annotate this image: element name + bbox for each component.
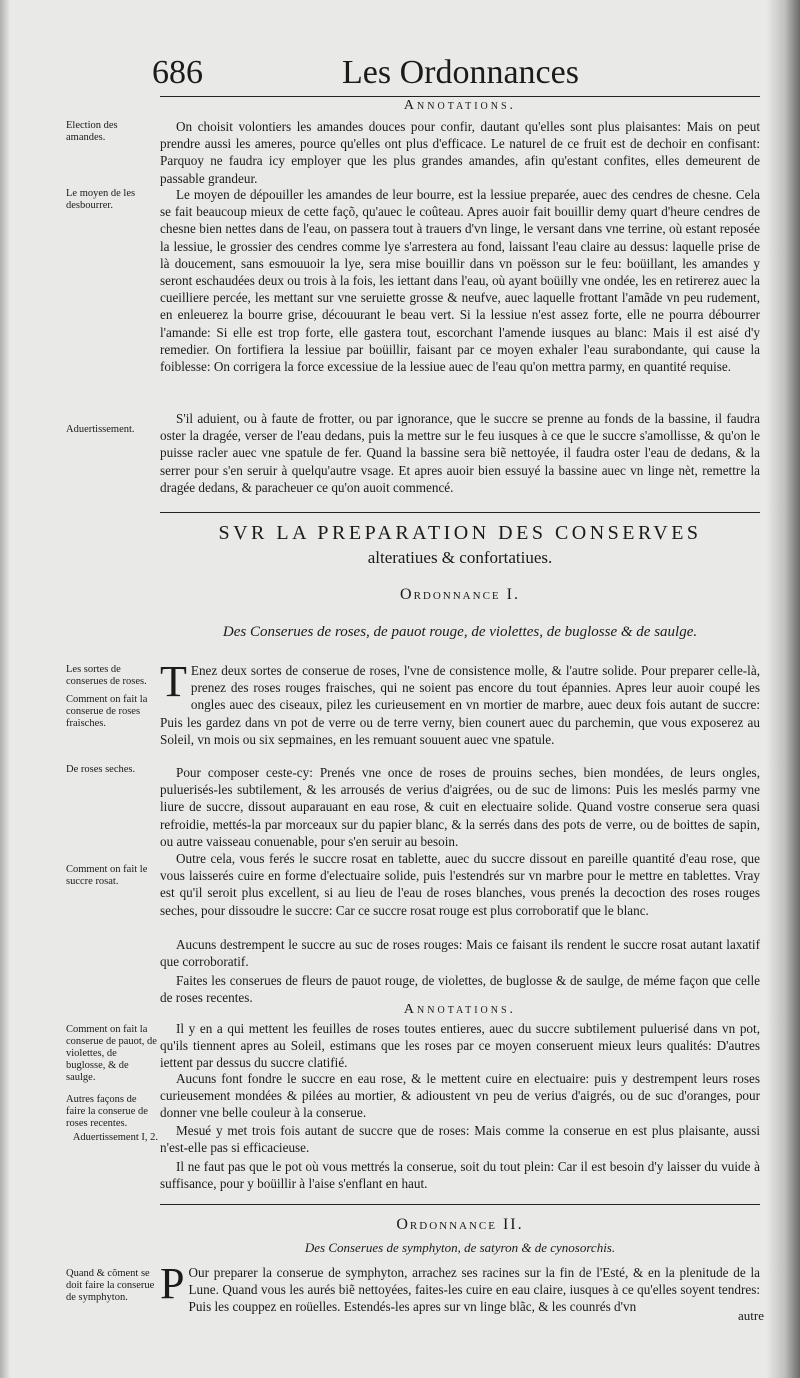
- margin-note: Aduertissement.: [66, 424, 135, 435]
- ordonnance-title: Des Conserues de symphyton, de satyron & de cynosorchis.: [304, 1240, 616, 1255]
- margin-note: Comment on fait la conserue de roses fraisches.: [66, 694, 148, 729]
- ordonnance-heading: Ordonnance II.: [396, 1216, 524, 1233]
- section-subtitle: alteratiues & confortatiues.: [367, 548, 553, 567]
- margin-note: Aduertissement I, 2.: [72, 1132, 158, 1143]
- paragraph: Mesué y met trois fois autant de succre que de roses: Mais comme la conserue en est plus plaisante, aussi n'est-elle pas si efficacieuse.: [160, 1123, 760, 1156]
- annotations-heading: Annotations.: [403, 98, 517, 113]
- paragraph: Aucuns destrempent le succre au suc de roses rouges: Mais ce faisant ils rendent le succre rosat autant laxatif que corroboratif.: [160, 937, 760, 970]
- paragraph: Faites les conserues de fleurs de pauot rouge, de violettes, de buglosse & de saulge, de méme façon que celle de roses recentes.: [160, 973, 760, 1006]
- margin-note: Autres façons de faire la conserue de roses recentes.: [66, 1094, 148, 1129]
- page-left-edge-shadow: [0, 0, 10, 1378]
- header-rule: [160, 96, 760, 97]
- margin-note: Comment on fait la conserue de pauot, de violettes, de buglosse, & de saulge.: [66, 1024, 157, 1083]
- margin-note: Comment on fait le succre rosat.: [66, 864, 148, 887]
- paragraph: Pour composer ceste-cy: Prenés vne once de roses de prouins seches, bien mondées, de leurs ongles, puluerisés-les subtilement, & les arrousés de verius d'aigrées, ou de suc de limons: Puis les meslés parmy vne liure de succre, dissout auparauant en eau rose, & cuit en electuaire solide. Quand vostre conserue sera quasi refroidie, mettés-la par morceaux sur du papier blanc, & la serrés dans des pots de verre, ou de boittes de sapin, ou autre vaisseau conuenable, pour s'en seruir au besoin.: [160, 765, 760, 849]
- margin-note: De roses seches.: [66, 764, 136, 775]
- section-rule: [160, 1204, 760, 1205]
- page-number: 686: [152, 54, 203, 91]
- paragraph: Il ne faut pas que le pot où vous mettrés la conserue, soit du tout plein: Car il est besoin d'y laisser du vuide à suffisance, pour y boüillir à l'aise s'enflant en haut.: [160, 1159, 760, 1192]
- paragraph: S'il aduient, ou à faute de frotter, ou par ignorance, que le succre se prenne au fonds de la bassine, il faudra oster la dragée, verser de l'eau dedans, puis la mettre sur le feu iusques à ce que le succre s'amollisse, & qu'on le puisse racler auec vne spatule de fer. Quand la bassine sera biẽ nettoyée, il faudra oster l'eau de dedans, & la serrer pour s'en seruir à quelqu'autre vsage. Et apres auoir bien essuyé la bassine auec vn linge nèt, remettre la dragée dedans, & paracheuer ce qu'on auoit commencé.: [160, 411, 760, 495]
- annotations-heading: Annotations.: [403, 1002, 517, 1017]
- paragraph: Aucuns font fondre le succre en eau rose, & le mettent cuire en electuaire: puis y destrempent leurs roses curieusement mondées & pilées au mortier, & adioustent vn peu de verius d'aigrés, ou de suc d'oranges, pour donner vne belle couleur à la conserue.: [160, 1071, 760, 1121]
- section-title: SVR LA PREPARATION DES CONSERVES: [218, 522, 702, 544]
- margin-note: Le moyen de les desbourrer.: [66, 188, 136, 211]
- page-gutter-shadow: [766, 0, 800, 1378]
- paragraph: Outre cela, vous ferés le succre rosat en tablette, auec du succre dissout en pareille quantité d'eau rose, que vous laisserés cuire en forme d'electuaire solide, puis l'estendrés sur vn marbre pour le mettre en tablettes. Vray est qu'il seroit plus excellent, si au lieu de l'eau de roses blanches, vous prenés la decoction des roses rouges seches, pour dissoudre le succre: Car ce succre rosat rouge est plus corroboratif que le blanc.: [160, 851, 760, 918]
- paragraph: POur preparer la conserue de symphyton, arrachez ses racines sur la fin de l'Esté, & en la plenitude de la Lune. Quand vous les aurés biẽ nettoyées, faites-les cuire en eau claire, iusques à ce qu'elles soyent tendres: Puis les couppez en roüelles. Estendés-les apres sur vn linge blãc, & les counrés d'vn: [160, 1259, 760, 1315]
- margin-note: Les sortes de conserues de roses.: [66, 664, 147, 687]
- paragraph: TEnez deux sortes de conserue de roses, l'vne de consistence molle, & l'autre solide. Pour preparer celle-là, prenez des roses rouges fraisches, qui ne soient pas encore du tout épannies. Apres leur auoir coupé les ongles auec des ciseaux, pilez les curieusement en vn mortier de marbre, auec deux fois autant de succre: Puis les gardez dans vn pot de verre ou de terre verny, bien counert auec du parchemin, que vous exposerez au Soleil, vn mois ou six sepmaines, en les remuant souuent auec vne spatule.: [160, 657, 760, 747]
- paragraph: On choisit volontiers les amandes douces pour confir, dautant qu'elles sont plus plaisantes: Mais on peut prendre aussi les ameres, pource qu'elles ont plus d'efficace. Le naturel de ce fruit est de dechoir en confisant: Parquoy ne faudra icy employer que les plus grandes amandes, afin qu'estant confites, elles demeurent de passable grandeur.: [160, 119, 760, 186]
- paragraph: Il y en a qui mettent les feuilles de roses toutes entieres, auec du succre subtilement puluerisé dans vn pot, qu'ils tiennent apres au Soleil, estimans que les roses par ce moyen conseruent mieux leurs qualités: D'autres iettent par dessus du succre clatifié.: [160, 1021, 760, 1071]
- ordonnance-title: Des Conserues de roses, de pauot rouge, de violettes, de buglosse & de saulge.: [222, 624, 698, 640]
- margin-note: Election des amandes.: [66, 120, 118, 143]
- paragraph: Le moyen de dépouiller les amandes de leur bourre, est la lessiue preparée, auec des cendres de chesne. Cela se fait beaucoup mieux de cette façõ, qu'auec le coûteau. Apres auoir fait bouillir demy quart d'heure cendres de chesne bien nettes dans de l'eau, on passera tout à trauers d'vn linge, le versant dans vne terrine, où estant reposée la lessiue, le grossier des cendres comme lye s'arrestera au fond, laissant l'eau claire au dessus: laquelle prise de là doucement, sans esmouuoir la lye, sera mise bouillir dans vn poësson sur le feu: boüillant, les amandes y seront eschaudées deux ou trois à la fois, les iettant dans l'eau, où ayant boüilly vne ondée, les en retirerez auec la cueilliere percée, les mettant sur vne seruiette grosse & neufve, auec laquelle frottant l'amãde vn peu rudement, en enleuerez la bourre grise, découurant le beau vert. Si la lessiue n'est assez forte, elle ne pourra débourrer l'amande: Si elle est trop forte, elle gastera tout, escorchant l'amende iusques au blanc: Mais il est aisé d'y remedier. On fortifiera la lessiue par boüillir, faisant par ce moyen exhaler l'eau surabondante, qui cause la foiblesse: On corrigera la force excessiue de la lessiue auec de l'eau qu'on mettra parmy, en quantité requise.: [160, 187, 760, 375]
- margin-note: Quand & cõment se doit faire la conserue de symphyton.: [66, 1268, 155, 1303]
- section-rule: [160, 512, 760, 513]
- ordonnance-heading: Ordonnance I.: [400, 586, 520, 603]
- running-head: Les Ordonnances: [342, 54, 579, 91]
- catchword: autre: [738, 1308, 764, 1323]
